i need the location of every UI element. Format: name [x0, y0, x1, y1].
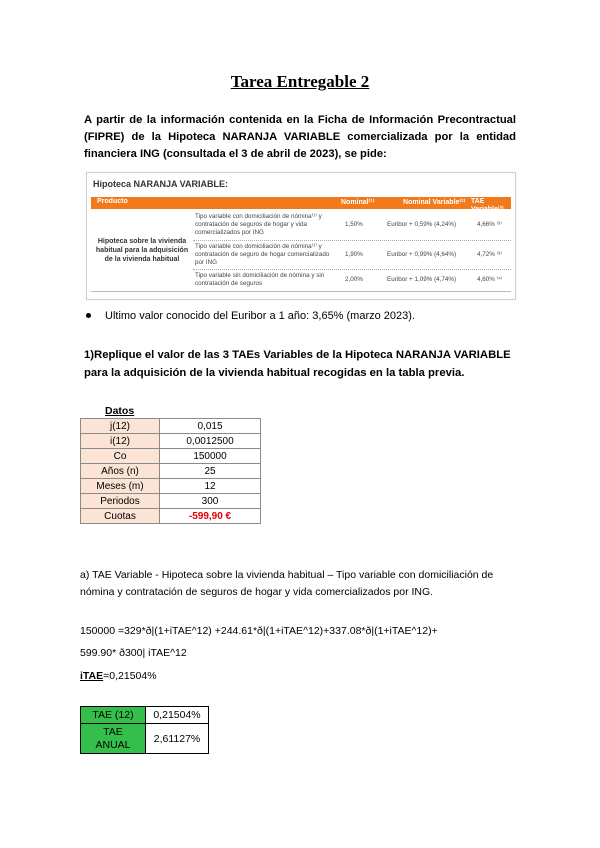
euribor-text: Ultimo valor conocido del Euribor a 1 año: 3,65% (marzo 2023).: [105, 310, 415, 322]
datos-value: 25: [160, 464, 261, 479]
row2-desc: Tipo variable con domiciliación de nómina⁽¹⁾ y contratación de seguro de hogar comercializado por ING: [195, 243, 330, 266]
row1-nominal: 1,50%: [345, 221, 363, 228]
row3-desc: Tipo variable sin domiciliación de nómina y sin contratación de seguros: [195, 272, 325, 287]
table-row: [81, 434, 261, 449]
itae-value: =0,21504%: [103, 670, 157, 682]
table-row: [81, 509, 261, 524]
table-row: [81, 707, 209, 724]
row1-variable: Euribor + 0,59% (4,24%): [387, 221, 457, 228]
itae-result: [80, 670, 157, 682]
table-row: [81, 724, 209, 754]
datos-key: Meses (m): [81, 479, 160, 494]
tae-key: TAE ANUAL: [81, 724, 146, 754]
datos-key: Periodos: [81, 494, 160, 509]
itae-label: iTAE: [80, 670, 104, 682]
datos-key: i(12): [81, 434, 160, 449]
tae-value: 0,21504%: [146, 707, 209, 724]
formula-line-1: 150000 =329*ð|(1+iTAE^12) +244.61*ð|(1+iTAE^12)+337.08*ð|(1+iTAE^12)+: [80, 625, 438, 637]
question-1: 1)Replique el valor de las 3 TAEs Variables de la Hipoteca NARANJA VARIABLE para la adquisición de la vivienda habitual recogidas en la tabla previa.: [84, 349, 511, 379]
tae-table: [80, 706, 209, 754]
fipre-table-image: [86, 172, 516, 300]
euribor-bullet: [86, 310, 415, 322]
table-row: [81, 449, 261, 464]
table-row: [81, 479, 261, 494]
datos-table: [80, 418, 261, 524]
datos-key: Cuotas: [81, 509, 160, 524]
datos-value: 300: [160, 494, 261, 509]
row2-variable: Euribor + 0,99% (4,64%): [387, 251, 457, 258]
row-separator: [193, 240, 511, 241]
datos-value: 150000: [160, 449, 261, 464]
table-row: [81, 464, 261, 479]
table-row: [81, 494, 261, 509]
datos-key: Co: [81, 449, 160, 464]
datos-value: 12: [160, 479, 261, 494]
datos-value: 0,015: [160, 419, 261, 434]
row3-variable: Euribor + 1,09% (4,74%): [387, 276, 457, 283]
cuotas-value: -599,90 €: [160, 509, 261, 524]
row3-tae: 4,60% ⁽⁴⁾: [477, 276, 503, 283]
fipre-header-bar: [91, 197, 511, 213]
header-nominal: Nominal⁽¹⁾: [341, 199, 375, 206]
tae-key: TAE (12): [81, 707, 146, 724]
header-producto: Producto: [97, 198, 128, 205]
datos-key: Años (n): [81, 464, 160, 479]
fipre-title: Hipoteca NARANJA VARIABLE:: [93, 179, 229, 189]
row2-nominal: 1,90%: [345, 251, 363, 258]
bullet-dot-icon: [86, 313, 91, 318]
datos-key: j(12): [81, 419, 160, 434]
document-title: Tarea Entregable 2: [230, 72, 370, 91]
row3-nominal: 2,00%: [345, 276, 363, 283]
tae-value: 2,61127%: [146, 724, 209, 754]
formula-line-2: 599.90* ð300| iTAE^12: [80, 647, 187, 659]
part-a-paragraph: a) TAE Variable - Hipoteca sobre la vivienda habitual – Tipo variable con domiciliación de nómina y contratación de seguros de hogar y vida comercializados por ING.: [80, 569, 494, 598]
row1-tae: 4,66% ⁽³⁾: [477, 221, 502, 228]
fipre-bottom-rule: [91, 291, 511, 292]
header-tae-variable: TAE Variable⁽³⁾: [471, 198, 504, 213]
table-row: [81, 419, 261, 434]
row-separator: [193, 269, 511, 270]
row2-tae: 4,72% ⁽³⁾: [477, 251, 502, 258]
datos-value: 0,0012500: [160, 434, 261, 449]
header-nominal-variable: Nominal Variable⁽²⁾: [403, 199, 466, 206]
intro-paragraph: A partir de la información contenida en la Ficha de Información Precontractual (FIPRE) de la Hipoteca NARANJA VARIABLE comercializada por la entidad financiera ING (consultada el 3 de abril de 2023), se pide:: [84, 114, 516, 160]
row1-desc: Tipo variable con domiciliación de nómina⁽¹⁾ y contratación de seguros de hogar y vida comercializados por ING: [195, 213, 322, 236]
datos-heading: Datos: [105, 405, 135, 417]
fipre-row-label: Hipoteca sobre la vivienda habitual para la adquisición de la vivienda habitual: [95, 238, 189, 263]
